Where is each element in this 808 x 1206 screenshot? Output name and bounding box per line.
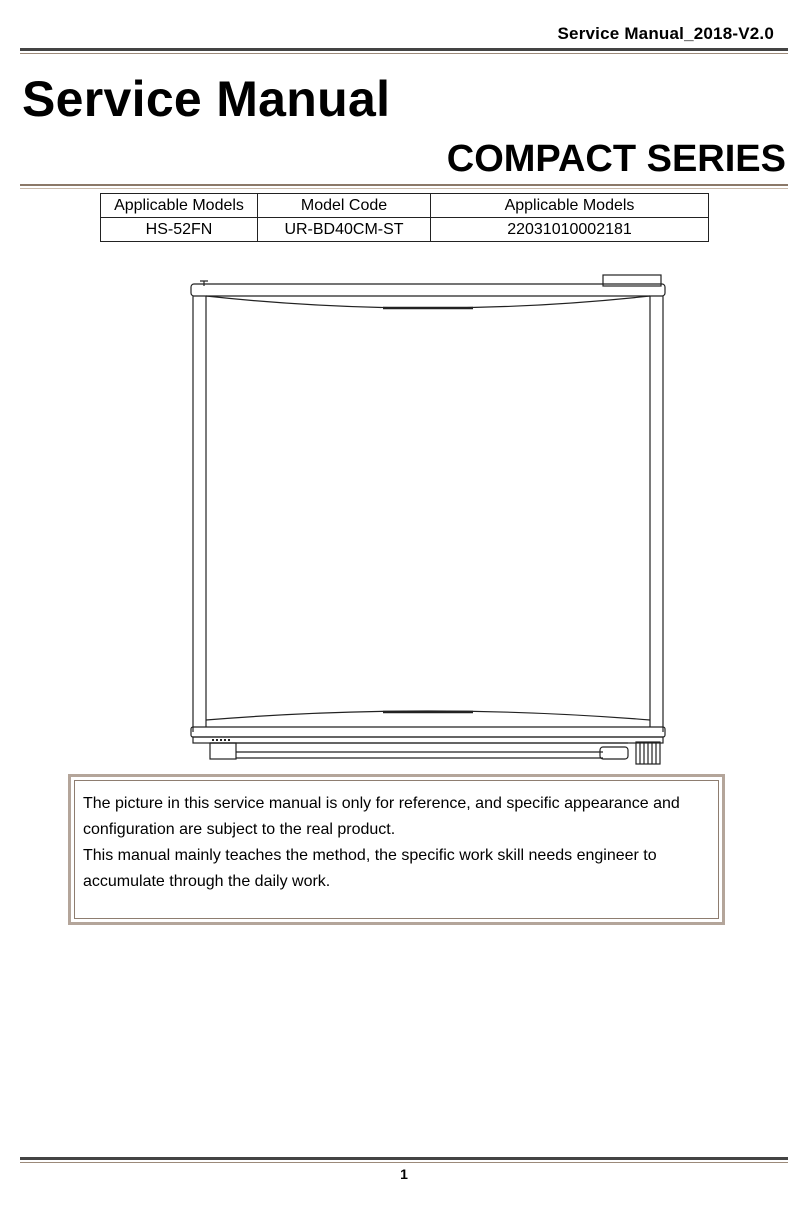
models-table	[100, 193, 709, 242]
series-title: COMPACT SERIES	[446, 138, 786, 180]
page-number: 1	[400, 1166, 408, 1182]
header-divider	[20, 48, 788, 54]
title-divider	[20, 184, 788, 189]
header-cell-applicable-models: Applicable Models	[101, 194, 258, 218]
reference-note-box	[68, 774, 725, 925]
cell-model: HS-52FN	[101, 218, 258, 242]
footer-divider	[20, 1157, 788, 1163]
left-foot	[210, 743, 236, 759]
door-top-edge	[206, 296, 650, 308]
document-title: Service Manual	[22, 71, 391, 127]
right-wheel	[600, 747, 628, 759]
header-cell-applicable-models-code: Applicable Models	[431, 194, 709, 218]
header-cell-model-code: Model Code	[258, 194, 431, 218]
header-version-label: Service Manual_2018-V2.0	[557, 24, 774, 43]
table-row	[101, 218, 709, 242]
cell-product-code: 22031010002181	[431, 218, 709, 242]
top-rim	[191, 284, 665, 296]
bottom-rim	[191, 727, 665, 737]
cell-model-code: UR-BD40CM-ST	[258, 218, 431, 242]
refrigerator-illustration	[188, 272, 668, 768]
table-header-row	[101, 194, 709, 218]
note-paragraph-2: This manual mainly teaches the method, the specific work skill needs engineer to accumulate through the daily work.	[83, 847, 657, 890]
note-paragraph-1: The picture in this service manual is only for reference, and specific appearance and configuration are subject to the real product.	[83, 795, 680, 838]
